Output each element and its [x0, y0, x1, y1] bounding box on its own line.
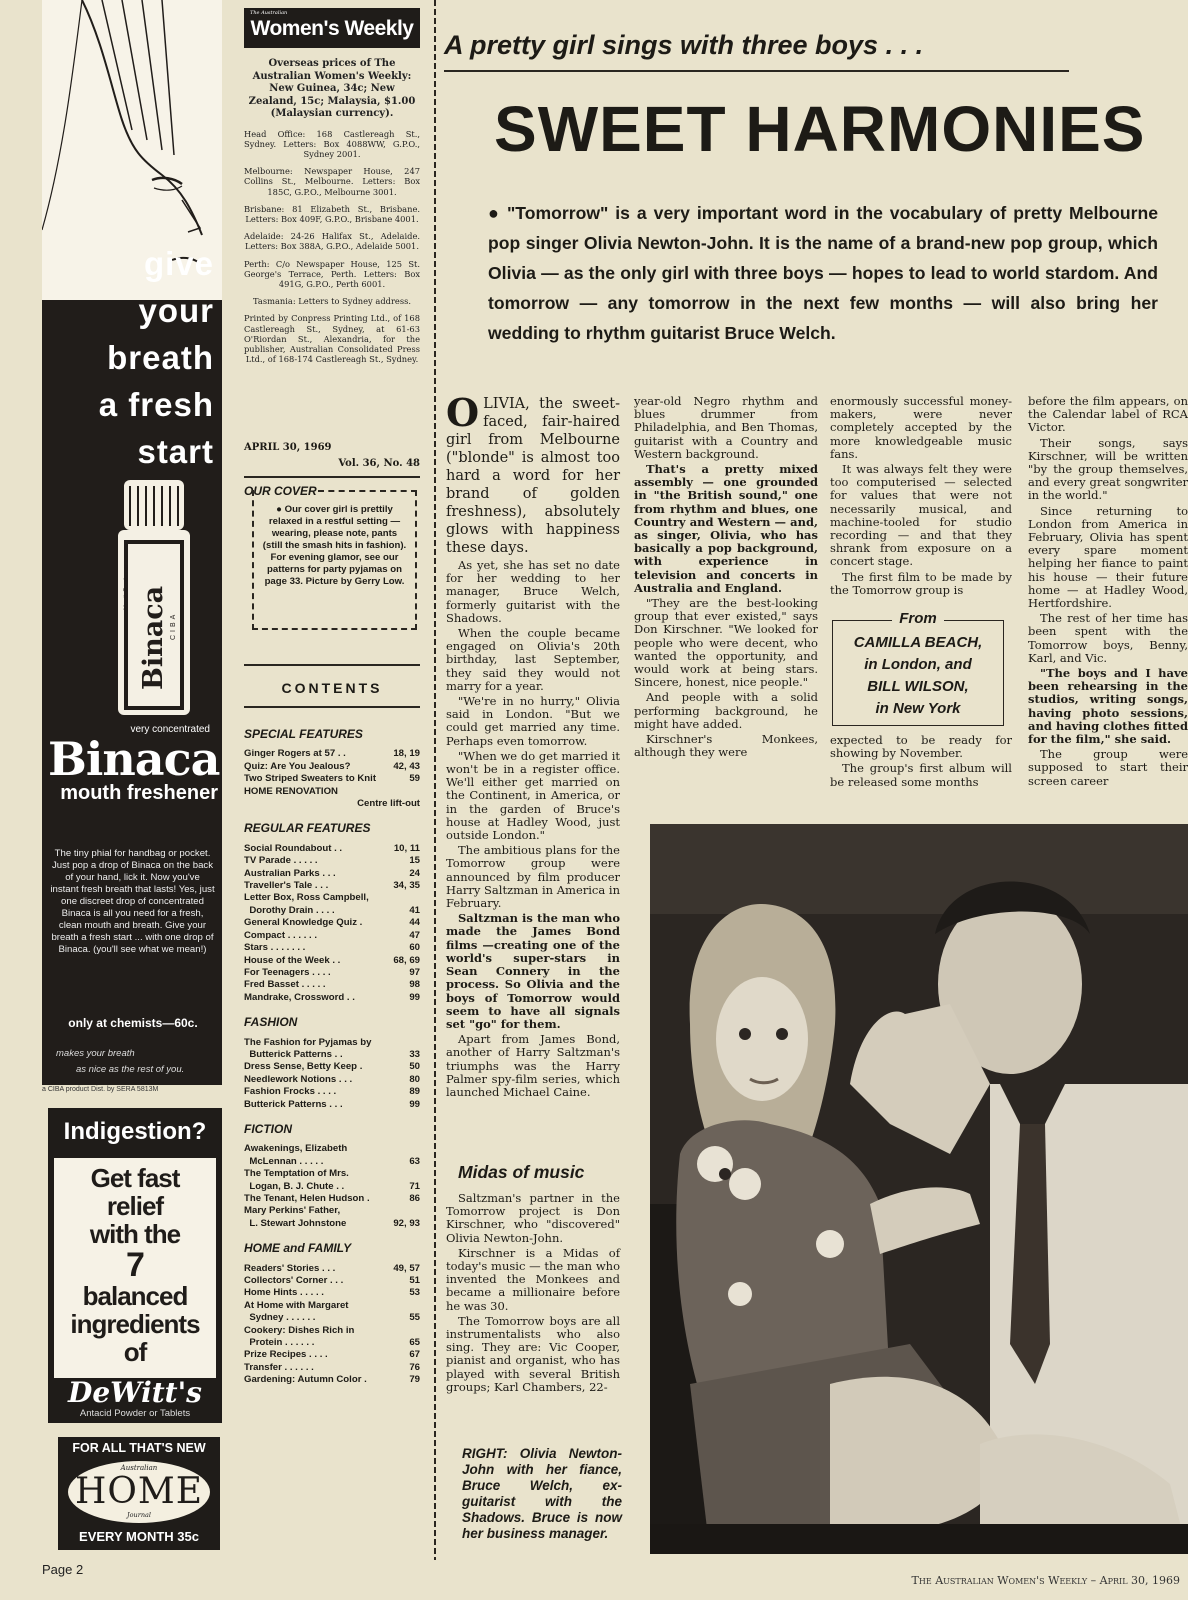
article-column-4: [1028, 395, 1188, 790]
bullet-icon: ●: [276, 504, 285, 515]
contents-entry: [244, 761, 420, 773]
contents-entry: [244, 1143, 420, 1155]
issue-dateline: [244, 440, 420, 472]
contents-entry: [244, 992, 420, 1004]
contents-entry: [244, 1205, 420, 1217]
ad-tagline-1: makes your breath: [56, 1048, 135, 1059]
contents-entry: [244, 979, 420, 991]
article-headline: SWEET HARMONIES: [494, 93, 1146, 165]
contents-entry: [244, 1049, 420, 1061]
issue-date: APRIL 30, 1969: [244, 442, 332, 453]
paragraph: The Tomorrow boys are all instrumentalists who also sing. They are: Vic Cooper, pianist and organist, who has played with several British groups; Karl Chambers, 22-: [446, 1313, 620, 1394]
paragraph: "We're in no hurry," Olivia said in London. "But we could get married any time. Perhaps even tomorrow.: [446, 694, 620, 748]
contents-section-heading: REGULAR FEATURES: [244, 821, 371, 836]
logo-small-text: Australian: [120, 1464, 158, 1472]
contents-entry: [244, 1312, 420, 1324]
contents-entry-page: 33: [409, 1048, 420, 1060]
paragraph: The first film to be made by the Tomorrow group is: [830, 569, 1012, 597]
contents-entry: [244, 868, 420, 880]
contents-entry-page: 98: [409, 979, 420, 991]
contents-entry: [244, 1099, 420, 1111]
contents-entry-page: 99: [409, 1098, 420, 1110]
paragraph: Apart from James Bond, another of Harry Saltzman's triumphs was the Harry Palmer spy-film series, which launched Michael Caine.: [446, 1032, 620, 1099]
contents-entry-page: 60: [409, 942, 420, 954]
contents-entry-page: 59: [409, 773, 420, 785]
address-perth: Perth: C/o Newspaper House, 125 St. George's Terrace, Perth. Letters: Box 491G, G.P.O., Perth 6001.: [244, 258, 420, 289]
article-column-1-continued: [446, 1192, 620, 1396]
paragraph: The group were supposed to start their screen career: [1028, 747, 1188, 788]
page-number: Page 2: [42, 1562, 84, 1577]
ad-tagline-2: as nice as the rest of you.: [76, 1064, 185, 1075]
article-kicker: A pretty girl sings with three boys . . .: [444, 30, 924, 60]
contents-section-heading: FICTION: [244, 1121, 292, 1136]
home-logo-word: HOME: [74, 1471, 204, 1512]
contents-entry: [244, 855, 420, 867]
article-photograph: [650, 824, 1188, 1554]
contents-entry: [244, 892, 420, 904]
contents-entry-page: 10, 11: [393, 842, 420, 854]
byline-line: in London, and: [864, 656, 972, 673]
contents-entry: [244, 942, 420, 954]
article-column-3-continued: [830, 734, 1012, 791]
contents-entry: [244, 967, 420, 979]
contents-entry-title: For Teenagers . . . .: [244, 966, 331, 978]
byline-line: CAMILLA BEACH,: [853, 634, 983, 651]
byline-from: From: [899, 610, 937, 627]
contents-entry-title: Letter Box, Ross Campbell,: [244, 892, 369, 904]
contents-entry-page: 63: [409, 1155, 420, 1167]
contents-entry: [244, 1168, 420, 1180]
address-brisbane: Brisbane: 81 Elizabeth St., Brisbane. Letters: Box 409F, G.P.O., Brisbane 4001.: [244, 203, 420, 224]
contents-entry: [244, 1086, 420, 1098]
contents-entry-title: Sydney . . . . . .: [244, 1312, 316, 1324]
contents-entry: [244, 1337, 420, 1349]
contents-entry-page: 53: [409, 1287, 420, 1299]
contents-entry-title: Logan, B. J. Chute . .: [244, 1180, 345, 1192]
logo-journal-text: Journal: [127, 1511, 151, 1519]
contents-entry: [244, 843, 420, 855]
contents-entry-page: 89: [409, 1086, 420, 1098]
contents-entry-title: General Knowledge Quiz .: [244, 917, 363, 929]
contents-entry-title: Prize Recipes . . . .: [244, 1349, 328, 1361]
article-standfirst: ● "Tomorrow" is a very important word in the vocabulary of pretty Melbourne pop singer Olivia Newton-John. It is the name of a brand-new pop group, which Olivia — as the only girl with three boys — hopes to lead to world stardom. And tomorrow — any tomorrow in the next few months — will also bring her wedding to rhythm guitarist Bruce Welch.: [488, 203, 1159, 343]
contents-entry-title: Two Striped Sweaters to Knit: [244, 773, 377, 785]
contents-entry-title: Mary Perkins' Father,: [244, 1205, 341, 1217]
paragraph: enormously successful money-makers, were never completely accepted by the more knowledgeable music fans.: [830, 394, 1012, 461]
lead-paragraph: LIVIA, the sweet-faced, fair-haired girl from Melbourne ("blonde" is almost too hard a word for her brand of golden freshness), absolutely glows with happiness these days.: [446, 396, 620, 556]
contents-entry: [244, 1374, 420, 1386]
contents-entry-page: 71: [409, 1180, 420, 1192]
address-adelaide: Adelaide: 24-26 Halifax St., Adelaide. Letters: Box 388A, G.P.O., Adelaide 5001.: [244, 231, 420, 252]
contents-entry-title: Compact . . . . . .: [244, 929, 318, 941]
paragraph: The rest of her time has been spent with the Tomorrow boys, Benny, Karl, and Vic.: [1028, 611, 1188, 665]
cover-heading: OUR COVER: [244, 484, 317, 498]
contents-entry-title: Dress Sense, Betty Keep .: [244, 1061, 363, 1073]
contents-entry: [244, 1061, 420, 1073]
paragraph: before the film appears, on the Calendar label of RCA Victor.: [1028, 394, 1188, 435]
bold-paragraph: "The boys and I have been rehearsing in the studios, writing songs, having photo sessions, and having clothes fitted for the film," she said.: [1028, 666, 1188, 747]
contents-entry-title: HOME RENOVATION: [244, 785, 338, 797]
address-tasmania: Tasmania: Letters to Sydney address.: [253, 296, 411, 307]
contents-entry: [244, 798, 420, 810]
contents-entry-page: 44: [409, 917, 420, 929]
contents-entry-title: Needlework Notions . . .: [244, 1073, 353, 1085]
contents-entry-page: 15: [409, 855, 420, 867]
paragraph: year-old Negro rhythm and blues drummer from Philadelphia, and Ben Thomas, guitarist with a Country and Western background.: [634, 394, 818, 461]
paragraph: "When we do get married it won't be in a register office. We'll either get married on the Continent, in America, or in the garden of Bruce's house at Hadley Wood, just outside London.": [446, 748, 620, 843]
contents-entry-page: 34, 35: [393, 880, 420, 892]
contents-entry-page: 97: [409, 966, 420, 978]
contents-entry-title: Traveller's Tale . . .: [244, 880, 329, 892]
article-column-2: [634, 395, 818, 761]
contents-entry-page: 80: [409, 1073, 420, 1085]
publication-info: [244, 58, 420, 371]
contents-entry-title: At Home with Margaret: [244, 1299, 349, 1311]
contents-entry: [244, 1181, 420, 1193]
contents-entry: [244, 1218, 420, 1230]
overseas-prices: Overseas prices of The Australian Women's Weekly: New Guinea, 34c; New Zealand, 15c; Malaysia, $1.00 (Malaysian currency).: [248, 58, 416, 119]
paragraph: expected to be ready for showing by November.: [830, 733, 1012, 761]
contents-entry-page: 24: [409, 867, 420, 879]
ad-body-copy: The tiny phial for handbag or pocket. Just pop a drop of Binaca on the back of your hand, lick it. Now you've instant fresh breath that lasts! Yes, just one discreet drop of concentrated Binaca is all you need for a fresh, clean mouth and breath. Give your breath a fresh start ... with one drop of Binaca. (you'll see what we mean!): [50, 848, 215, 955]
home-logo-oval: [68, 1461, 210, 1523]
binaca-advertisement: [42, 0, 222, 1085]
contents-entry-title: Butterick Patterns . . .: [244, 1098, 343, 1110]
contents-entry-title: Readers' Stories . . .: [244, 1262, 336, 1274]
article-byline: [830, 610, 1006, 730]
dewitts-advertisement: [48, 1108, 222, 1423]
byline-line: in New York: [875, 700, 961, 717]
contents-entry-title: Dorothy Drain . . . .: [244, 904, 335, 916]
contents-entry-page: 50: [409, 1061, 420, 1073]
ad-headline: give your breath a fresh start: [98, 245, 214, 470]
ad-brand-name: Binaca: [48, 732, 220, 786]
paragraph: And people with a solid performing background, he might have added.: [634, 690, 818, 731]
contents-entry: [244, 930, 420, 942]
paragraph: "They are the best-looking group that ever existed," says Don Kirschner. "We looked for people who were decent, who wanted the opportunity, and would work at being stars. Sincere, honest, nice people.": [634, 596, 818, 690]
divider: [244, 706, 420, 708]
contents-entry-page: 47: [409, 929, 420, 941]
contents-entry: [244, 917, 420, 929]
ad-relief-copy: Get fast relief with the 7 balanced ingredients of: [70, 1163, 200, 1367]
byline-box: [832, 620, 1004, 726]
column-divider: [434, 0, 436, 1560]
contents-entry-page: 92, 93: [393, 1217, 420, 1229]
contents-entry-title: Transfer . . . . . .: [244, 1361, 314, 1373]
contents-entry: [244, 773, 420, 785]
bottle-brand: Binaca: [138, 585, 169, 690]
contents-section-heading: HOME and FAMILY: [244, 1241, 352, 1256]
contents-entry-page: 41: [409, 904, 420, 916]
drop-cap: O: [446, 390, 480, 435]
home-journal-advertisement: [58, 1437, 220, 1550]
contents-entry-title: McLennan . . . . .: [244, 1155, 324, 1167]
paragraph: Saltzman's partner in the Tomorrow project is Don Kirschner, who "discovered" Olivia Newton-John.: [446, 1191, 620, 1245]
ad-price-line: EVERY MONTH 35c: [79, 1529, 199, 1544]
dewitts-logo: DeWitt's: [68, 1376, 202, 1409]
contents-entry: [244, 748, 420, 760]
contents-entry: [244, 880, 420, 892]
contents-entry-title: Ginger Rogers at 57 . .: [244, 748, 346, 760]
masthead-title: Women's Weekly: [250, 17, 414, 40]
bottle-maker: CIBA: [170, 611, 177, 640]
paragraph: Their songs, says Kirschner, will be written "by the group themselves, and every great songwriter in the world.": [1028, 435, 1188, 503]
contents-entry-title: Butterick Patterns . .: [244, 1048, 343, 1060]
page-footer: The Australian Women's Weekly – April 30, 1969: [911, 1574, 1180, 1587]
contents-entry-title: Cookery: Dishes Rich in: [244, 1324, 355, 1336]
contents-entry: [244, 1325, 420, 1337]
contents-entry-title: Fashion Frocks . . . .: [244, 1086, 337, 1098]
contents-entry-page: 55: [409, 1312, 420, 1324]
address-head-office: Head Office: 168 Castlereagh St., Sydney. Letters: Box 4088WW, G.P.O., Sydney 2001.: [244, 128, 420, 159]
contents-entry: [244, 1156, 420, 1168]
contents-entry: [244, 905, 420, 917]
contents-entry-page: 99: [409, 991, 420, 1003]
ad-top-line: FOR ALL THAT'S NEW: [72, 1441, 206, 1455]
contents-entry: [244, 1300, 420, 1312]
contents-entry-title: House of the Week . .: [244, 954, 341, 966]
paragraph: The ambitious plans for the Tomorrow group were announced by film producer Harry Saltzman in America in February.: [446, 843, 620, 911]
paragraph: As yet, she has set no date for her wedding to her manager, Bruce Welch, formerly guitarist with the Shadows.: [446, 558, 620, 625]
article-subhead: Midas of music: [458, 1162, 585, 1182]
contents-entry: [244, 1037, 420, 1049]
contents-entry-page: 18, 19: [393, 748, 420, 760]
contents-entry: [244, 955, 420, 967]
contents-entry-title: Gardening: Autumn Color .: [244, 1374, 367, 1386]
binaca-bottle-illustration: [114, 480, 194, 715]
ad-subtitle: mouth freshener: [60, 782, 218, 804]
ad-small-print: a CIBA product Dist. by SERA 5813M: [42, 1086, 159, 1093]
photo-caption: RIGHT: Olivia Newton-John with her fiance, Bruce Welch, ex-guitarist with the Shadows. Bruce is now her business manager.: [462, 1446, 622, 1541]
ad-product: Antacid Powder or Tablets: [79, 1408, 191, 1419]
issue-volume: Vol. 36, No. 48: [338, 458, 420, 469]
printer-info: Printed by Conpress Printing Ltd., of 168 Castlereagh St., Sydney, at 61-63 O'Riordan St., Alexandria, for the publisher, Australian Consolidated Press Ltd., of 168-174 Castlereagh St., Sydney.: [244, 313, 420, 365]
paragraph: Since returning to London from America in February, Olivia has spent every spare moment helping her fiance to paint his house — their future home — at Hadley Wood, Hertfordshire.: [1028, 503, 1188, 611]
contents-entry-page: 67: [409, 1349, 420, 1361]
byline-line: BILL WILSON,: [867, 678, 969, 695]
paragraph: When the couple became engaged on Olivia's 20th birthday, last September, they said they would not marry for a year.: [446, 626, 620, 693]
contents-entry: [244, 786, 420, 798]
bottle-label-small: Mouth Freshener: [124, 564, 130, 610]
contents-title: CONTENTS: [281, 680, 383, 696]
contents-entry-title: Fred Basset . . . . .: [244, 979, 326, 991]
contents-entry-title: TV Parade . . . . .: [244, 855, 318, 867]
contents-entry-title: Collectors' Corner . . .: [244, 1275, 344, 1287]
contents-entry: [244, 1349, 420, 1361]
bold-paragraph: That's a pretty mixed assembly — one grounded in "the British sound," one from rhythm and blues, one Country and Western — and, as singer, Olivia, who has basically a pop background, with experience in television and concerts in Australia and England.: [634, 462, 818, 595]
contents-section-heading: FASHION: [244, 1015, 298, 1030]
contents-entry-title: Mandrake, Crossword . .: [244, 991, 355, 1003]
divider: [244, 664, 420, 666]
divider: [244, 476, 420, 478]
article-column-1: [446, 390, 620, 1101]
cover-text: Our cover girl is prettily relaxed in a restful setting — wearing, please note, pants (still the smash hits in fashion). For evening glamor, see our patterns for party pyjamas on page 33. Picture by Gerry Low.: [262, 504, 407, 587]
contents-entry-title: L. Stewart Johnstone: [244, 1217, 347, 1229]
table-of-contents: [244, 728, 420, 1387]
contents-entry-title: The Tenant, Helen Hudson .: [244, 1193, 370, 1204]
contents-entry-title: Stars . . . . . . .: [244, 942, 306, 954]
contents-entry-page: 79: [409, 1374, 420, 1386]
contents-entry-title: Protein . . . . . .: [244, 1337, 315, 1349]
contents-entry-page: 76: [409, 1361, 420, 1373]
contents-entry-title: Social Roundabout . .: [244, 842, 343, 854]
cover-note-box: [252, 490, 417, 630]
paragraph: Kirschner is a Midas of today's music — the man who invented the Monkees and became a millionaire before he was 30.: [446, 1245, 620, 1313]
contents-entry-page: 68, 69: [393, 954, 420, 966]
paragraph: Kirschner's Monkees, although they were: [634, 732, 818, 760]
contents-entry-page: 49, 57: [393, 1262, 420, 1274]
contents-entry-page: 65: [409, 1337, 420, 1349]
contents-entry: [244, 1275, 420, 1287]
contents-entry-title: The Fashion for Pyjamas by: [244, 1036, 372, 1048]
contents-entry-title: Home Hints . . . . .: [244, 1287, 324, 1299]
contents-entry: [244, 1193, 420, 1205]
contents-entry-title: Awakenings, Elizabeth: [244, 1143, 348, 1155]
paragraph: The group's first album will be released some months: [830, 761, 1012, 789]
contents-entry: [244, 1263, 420, 1275]
ad-concentrated: very concentrated: [130, 724, 210, 735]
masthead-small: The Australian: [250, 10, 288, 16]
ad-availability: only at chemists—60c.: [68, 1016, 198, 1030]
kicker-rule: [444, 70, 1069, 72]
masthead: [244, 8, 420, 48]
contents-entry: [244, 1362, 420, 1374]
bullet-icon: ●: [488, 203, 501, 223]
contents-entry-page: 42, 43: [393, 760, 420, 772]
article-column-3: [830, 395, 1012, 599]
address-melbourne: Melbourne: Newspaper House, 247 Collins St., Melbourne. Letters: Box 185C, G.P.O., Melbourne 3001.: [244, 166, 420, 197]
bold-paragraph: Saltzman is the man who made the James Bond films —creating one of the world's super-stars in Sean Connery in the process. So Olivia and the boys of Tomorrow would seem to have all signals set "go" for them.: [446, 911, 620, 1031]
ad-relief-box: [54, 1158, 216, 1378]
contents-entry: [244, 1287, 420, 1299]
contents-entry-title: Australian Parks . . .: [244, 867, 336, 879]
contents-entry-page: 86: [409, 1193, 420, 1204]
contents-entry-title: Quiz: Are You Jealous?: [244, 760, 351, 772]
paragraph: It was always felt they were too computerised — selected for values that were not necessarily musical, and machine-tooled for studio recording — and that they shrank from exposure on a concert stage.: [830, 462, 1012, 569]
contents-section-heading: SPECIAL FEATURES: [244, 727, 363, 741]
contents-entry-page: Centre lift-out: [357, 798, 420, 810]
contents-entry: [244, 1074, 420, 1086]
contents-entry-title: The Temptation of Mrs.: [244, 1168, 349, 1180]
contents-entry-page: 51: [409, 1275, 420, 1287]
ad-question: Indigestion?: [63, 1118, 207, 1145]
